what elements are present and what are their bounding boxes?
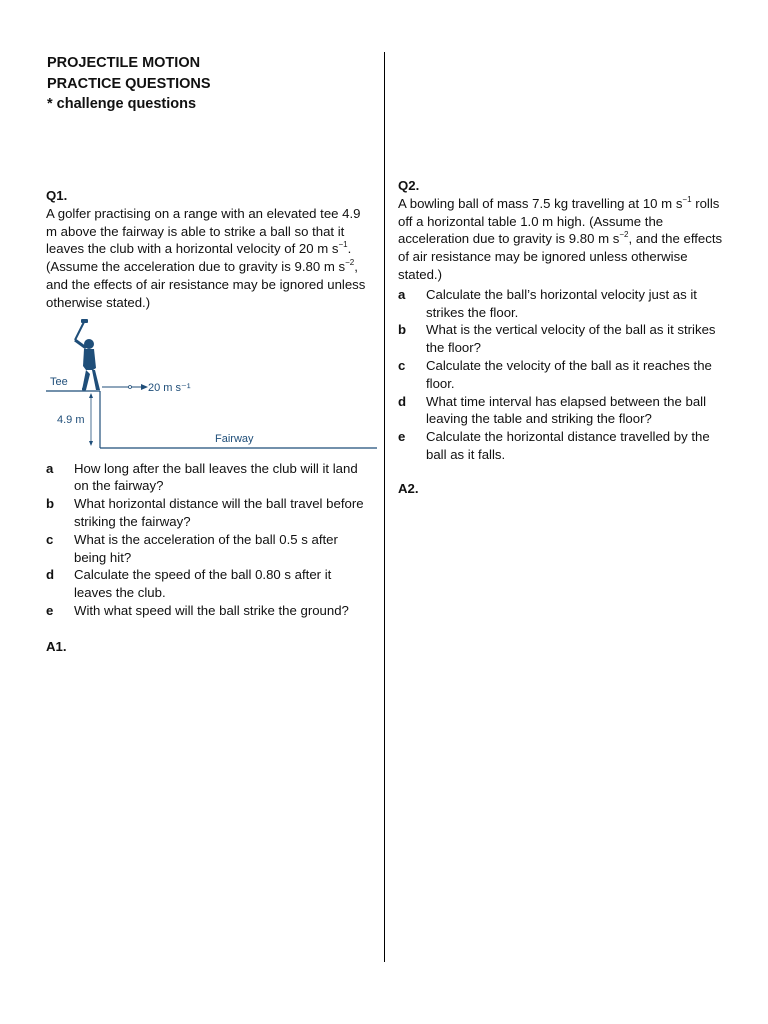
answer-1-label: A1. bbox=[46, 638, 67, 654]
item-letter: b bbox=[398, 322, 407, 338]
list-item bbox=[398, 321, 728, 357]
question-1-stem-exponent-1: −1 bbox=[338, 240, 348, 250]
question-2-stem-part-2: rolls off a horizontal table 1.0 m high. (Assume the acceleration due to gravity is 9.80 m s bbox=[398, 195, 720, 247]
question-1-label: Q1. bbox=[46, 188, 68, 203]
item-text: Calculate the velocity of the ball as it reaches the floor. bbox=[426, 357, 712, 391]
question-2-items bbox=[398, 286, 728, 464]
golfer-diagram-graphic bbox=[44, 318, 379, 458]
question-1-stem-part-1: A golfer practising on a range with an elevated tee 4.9 m above the fairway is able to strike a ball so that it leaves the club with a horizontal velocity of 20 m s bbox=[46, 205, 361, 257]
list-item bbox=[398, 357, 728, 393]
title-line-1: PROJECTILE MOTION bbox=[47, 55, 201, 71]
item-text: Calculate the ball’s horizontal velocity just as it strikes the floor. bbox=[426, 286, 697, 320]
title-line-3: * challenge questions bbox=[47, 96, 197, 112]
list-item bbox=[46, 602, 372, 620]
list-item bbox=[398, 428, 728, 464]
fairway-label: Fairway bbox=[215, 432, 254, 445]
answer-2-label: A2. bbox=[398, 480, 419, 496]
item-letter: b bbox=[46, 496, 55, 512]
question-1-stem-exponent-2: −2 bbox=[345, 258, 355, 268]
question-2-stem-part-3: , and the effects of air resistance may be ignored unless otherwise stated.) bbox=[398, 231, 723, 282]
item-letter: c bbox=[46, 531, 54, 547]
golfer-diagram bbox=[44, 318, 379, 458]
question-2-stem-exponent-2: −2 bbox=[619, 230, 629, 240]
velocity-label: 20 m s⁻¹ bbox=[148, 381, 191, 394]
item-letter: c bbox=[398, 357, 406, 373]
item-text: Calculate the horizontal distance travelled by the ball as it falls. bbox=[426, 429, 710, 462]
item-letter: e bbox=[398, 429, 406, 445]
question-2 bbox=[398, 177, 728, 498]
document-title bbox=[47, 53, 211, 115]
item-letter: d bbox=[46, 567, 55, 583]
question-1-stem-part-3: , and the effects of air resistance may be ignored unless otherwise stated.) bbox=[46, 259, 366, 310]
item-text: What is the vertical velocity of the ball as it strikes the floor? bbox=[426, 322, 716, 356]
column-divider bbox=[384, 52, 385, 962]
item-text: What time interval has elapsed between the ball leaving the table and striking the floor? bbox=[426, 393, 707, 427]
item-text: How long after the ball leaves the club will it land on the fairway? bbox=[74, 460, 358, 494]
question-1-items bbox=[46, 460, 372, 620]
question-1-stem bbox=[46, 205, 372, 312]
item-letter: d bbox=[398, 393, 407, 409]
height-label: 4.9 m bbox=[57, 413, 85, 426]
item-text: What horizontal distance will the ball travel before striking the fairway? bbox=[74, 496, 364, 529]
title-line-2: PRACTICE QUESTIONS bbox=[47, 75, 211, 92]
question-2-stem-part-1: A bowling ball of mass 7.5 kg travelling at 10 m s bbox=[398, 195, 683, 211]
tee-label: Tee bbox=[50, 375, 68, 388]
list-item bbox=[398, 393, 728, 429]
item-letter: e bbox=[46, 602, 54, 618]
list-item bbox=[398, 286, 728, 322]
list-item bbox=[46, 531, 372, 567]
list-item bbox=[46, 566, 372, 602]
item-text: With what speed will the ball strike the ground? bbox=[74, 602, 349, 618]
question-2-label: Q2. bbox=[398, 178, 420, 193]
question-2-stem-exponent-1: −1 bbox=[682, 194, 692, 204]
golfer-figure bbox=[75, 319, 100, 390]
question-2-stem bbox=[398, 195, 728, 284]
list-item bbox=[46, 495, 372, 531]
question-1-stem-part-2: . (Assume the acceleration due to gravity is 9.80 m s bbox=[46, 241, 352, 275]
list-item bbox=[46, 460, 372, 496]
item-letter: a bbox=[398, 286, 406, 302]
item-text: What is the acceleration of the ball 0.5 s after being hit? bbox=[74, 531, 338, 565]
item-text: Calculate the speed of the ball 0.80 s after it leaves the club. bbox=[74, 567, 332, 601]
question-1 bbox=[46, 187, 372, 656]
item-letter: a bbox=[46, 460, 54, 476]
